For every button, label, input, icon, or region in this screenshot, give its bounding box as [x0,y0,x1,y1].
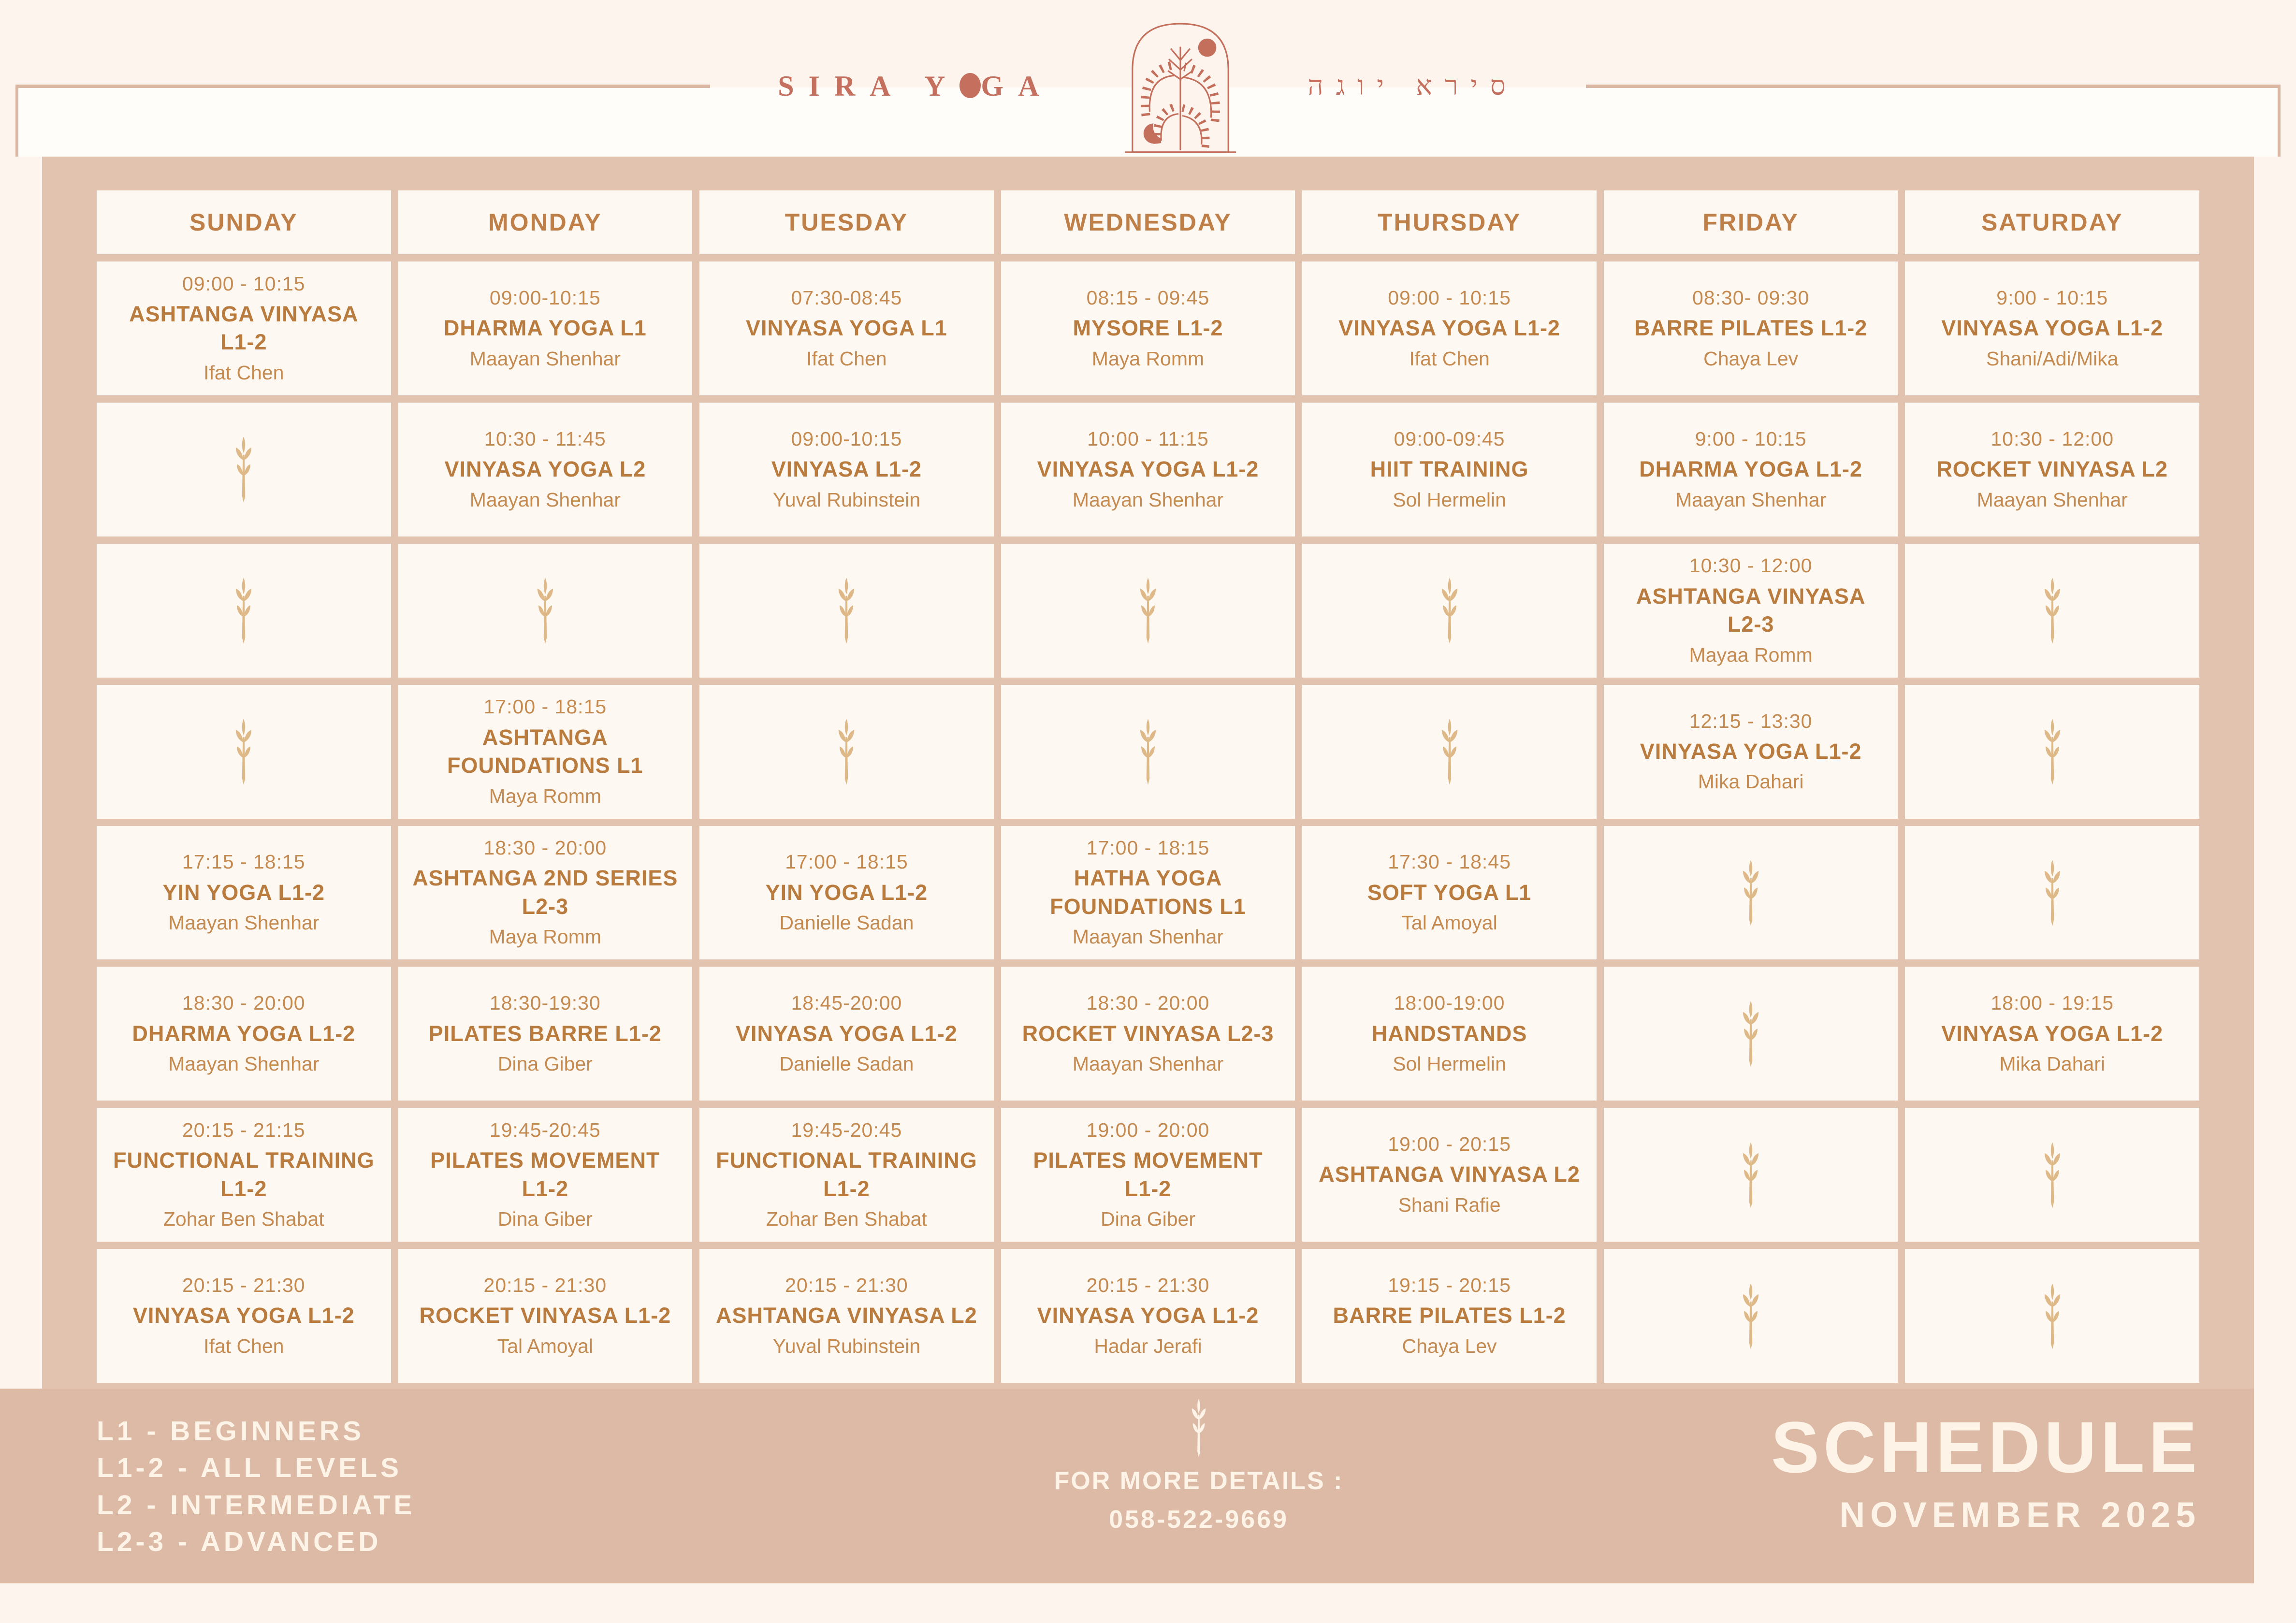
class-teacher: Shani Rafie [1398,1193,1501,1216]
empty-cell [1905,685,2199,819]
empty-cell [1905,1108,2199,1242]
class-teacher: Maayan Shenhar [1976,488,2128,511]
contact-block [957,1397,1440,1534]
class-teacher: Chaya Lev [1703,347,1799,370]
class-time: 20:15 - 21:30 [1086,1274,1210,1297]
empty-cell [1604,1108,1898,1242]
empty-cell [1604,826,1898,960]
class-title: ASHTANGA VINYASA L2-3 [1636,583,1866,637]
class-cell [1001,403,1295,536]
class-time: 20:15 - 21:30 [483,1274,607,1297]
empty-cell [1905,826,2199,960]
sprig-icon [2040,717,2065,786]
class-teacher: Maayan Shenhar [469,488,621,511]
class-teacher: Shani/Adi/Mika [1986,347,2119,370]
legend-line: L1-2 - ALL LEVELS [97,1452,403,1484]
class-teacher: Sol Hermelin [1393,488,1506,511]
class-teacher: Zohar Ben Shabat [163,1208,324,1231]
empty-cell [398,544,693,678]
class-cell [699,1108,994,1242]
class-title: DHARMA YOGA L1-2 [132,1021,356,1046]
class-teacher: Tal Amoyal [1401,912,1497,934]
arch-logo-icon [1121,16,1240,156]
day-header-sunday: SUNDAY [97,190,391,254]
class-cell [1302,403,1597,536]
day-header-tuesday: TUESDAY [699,190,994,254]
empty-cell [1001,544,1295,678]
class-time: 17:00 - 18:15 [785,851,908,873]
class-title: ASHTANGA VINYASA L2 [1319,1162,1580,1187]
brand-name-he: סירא יוגה [1308,71,1518,101]
class-teacher: Maya Romm [489,784,602,807]
class-time: 18:45-20:00 [791,992,902,1014]
class-teacher: Hadar Jerafi [1094,1334,1202,1357]
empty-cell [1001,685,1295,819]
class-cell [1905,403,2199,536]
day-header-thursday: THURSDAY [1302,190,1597,254]
class-cell [1001,967,1295,1101]
class-cell [1302,1108,1597,1242]
sprig-icon [1135,717,1161,786]
class-title: ASHTANGA FOUNDATIONS L1 [447,725,643,778]
class-teacher: Yuval Rubinstein [772,1334,921,1357]
sprig-icon [231,435,256,504]
class-teacher: Maayan Shenhar [168,1053,320,1075]
class-teacher: Dina Giber [497,1208,593,1231]
poster-subtitle: NOVEMBER 2025 [1839,1495,2201,1535]
day-header-friday: FRIDAY [1604,190,1898,254]
class-time: 10:00 - 11:15 [1087,427,1209,450]
empty-cell [1905,544,2199,678]
brand-name-en: SIRA Y GA [778,70,1054,102]
sprig-icon [2040,1282,2065,1350]
empty-cell [1302,685,1597,819]
level-legend [97,1413,415,1561]
class-teacher: Maayan Shenhar [1072,1053,1224,1075]
details-label: FOR MORE DETAILS : [1054,1467,1344,1495]
empty-cell [97,403,391,536]
legend-line: L2-3 - ADVANCED [97,1526,382,1558]
sprig-icon [2040,1141,2065,1209]
class-time: 17:00 - 18:15 [1086,837,1210,859]
class-time: 19:00 - 20:00 [1086,1118,1210,1141]
class-teacher: Sol Hermelin [1393,1053,1506,1075]
class-cell [1302,826,1597,960]
class-time: 09:00 - 10:15 [182,272,305,295]
day-header-saturday: SATURDAY [1905,190,2199,254]
class-cell [1604,544,1898,678]
class-time: 09:00-09:45 [1394,427,1505,450]
class-time: 19:45-20:45 [791,1118,902,1141]
class-time: 08:15 - 09:45 [1086,286,1210,309]
class-title: MYSORE L1-2 [1073,316,1223,341]
class-title: ROCKET VINYASA L1-2 [419,1303,671,1328]
class-cell [1905,261,2199,395]
class-time: 18:00-19:00 [1394,992,1505,1014]
sprig-icon [2040,858,2065,927]
class-time: 17:30 - 18:45 [1388,851,1511,873]
sprig-icon [1437,717,1462,786]
class-teacher: Maayan Shenhar [469,347,621,370]
class-time: 19:45-20:45 [489,1118,601,1141]
class-cell [398,1249,693,1383]
sprig-icon [834,576,859,645]
class-title: HIIT TRAINING [1370,457,1529,482]
empty-cell [699,685,994,819]
brand-o-dot-icon [959,73,981,98]
class-cell [1302,967,1597,1101]
class-cell [699,1249,994,1383]
day-header-wednesday: WEDNESDAY [1001,190,1295,254]
empty-cell [1905,1249,2199,1383]
class-title: ROCKET VINYASA L2 [1936,457,2168,482]
sprig-icon [834,717,859,786]
empty-cell [1604,967,1898,1101]
class-cell [699,261,994,395]
class-cell [1302,1249,1597,1383]
class-title: VINYASA YOGA L1-2 [1941,316,2164,341]
sprig-icon [231,576,256,645]
class-cell [1302,261,1597,395]
class-teacher: Ifat Chen [203,1334,284,1357]
class-time: 09:00-10:15 [489,286,601,309]
class-teacher: Ifat Chen [203,361,284,384]
class-teacher: Mayaa Romm [1689,643,1813,666]
sprig-icon [1738,1282,1763,1350]
class-cell [97,826,391,960]
class-time: 20:15 - 21:30 [785,1274,908,1297]
class-title: PILATES MOVEMENT L1-2 [430,1148,660,1201]
class-teacher: Maayan Shenhar [1072,926,1224,948]
class-teacher: Mika Dahari [1698,770,1804,793]
class-title: VINYASA YOGA L1-2 [736,1021,958,1046]
sprig-icon [1437,576,1462,645]
class-time: 18:30 - 20:00 [483,837,607,859]
legend-line: L1 - BEGINNERS [97,1416,365,1447]
class-teacher: Mika Dahari [1999,1053,2106,1075]
sprig-icon [231,717,256,786]
class-cell [1604,403,1898,536]
class-teacher: Maya Romm [1091,347,1205,370]
class-time: 08:30- 09:30 [1692,286,1810,309]
class-cell [398,826,693,960]
empty-cell [97,685,391,819]
class-cell [1001,1249,1295,1383]
class-time: 10:30 - 12:00 [1689,554,1813,577]
class-cell [398,967,693,1101]
class-title: VINYASA YOGA L1 [746,316,947,341]
class-title: YIN YOGA L1-2 [765,880,928,905]
poster-title-block [1771,1406,2201,1535]
class-teacher: Ifat Chen [806,347,887,370]
class-title: PILATES MOVEMENT L1-2 [1033,1148,1263,1201]
schedule-grid [97,190,2199,1383]
class-cell [398,685,693,819]
sprig-icon [1738,1141,1763,1209]
class-time: 10:30 - 12:00 [1991,427,2114,450]
class-time: 09:00 - 10:15 [1388,286,1511,309]
class-time: 09:00-10:15 [791,427,902,450]
class-teacher: Danielle Sadan [779,1053,914,1075]
empty-cell [1604,1249,1898,1383]
class-cell [97,1108,391,1242]
class-title: YIN YOGA L1-2 [162,880,325,905]
class-title: VINYASA YOGA L1-2 [1640,739,1862,764]
class-title: ASHTANGA 2ND SERIES L2-3 [412,866,678,919]
class-cell [1604,261,1898,395]
class-time: 18:30-19:30 [489,992,601,1014]
sprig-icon [2040,576,2065,645]
day-header-monday: MONDAY [398,190,693,254]
poster-title: SCHEDULE [1771,1406,2201,1488]
class-time: 18:30 - 20:00 [182,992,305,1014]
class-teacher: Maayan Shenhar [1072,488,1224,511]
class-title: VINYASA YOGA L1-2 [1037,457,1259,482]
class-cell [398,403,693,536]
class-title: VINYASA YOGA L2 [444,457,646,482]
class-teacher: Yuval Rubinstein [772,488,921,511]
class-time: 17:00 - 18:15 [483,696,607,718]
class-title: DHARMA YOGA L1-2 [1639,457,1863,482]
class-teacher: Maya Romm [489,926,602,948]
class-cell [699,826,994,960]
class-title: ASHTANGA VINYASA L1-2 [129,301,359,355]
class-cell [699,403,994,536]
sprig-icon [1738,1000,1763,1068]
sprig-icon [1188,1397,1210,1458]
empty-cell [699,544,994,678]
class-title: HATHA YOGA FOUNDATIONS L1 [1050,866,1246,919]
sprig-icon [1738,858,1763,927]
class-time: 19:15 - 20:15 [1388,1274,1511,1297]
class-time: 07:30-08:45 [791,286,902,309]
class-title: SOFT YOGA L1 [1367,880,1532,905]
legend-line: L2 - INTERMEDIATE [97,1489,416,1521]
class-teacher: Ifat Chen [1409,347,1490,370]
class-teacher: Danielle Sadan [779,912,914,934]
class-teacher: Maayan Shenhar [168,912,320,934]
class-title: PILATES BARRE L1-2 [428,1021,662,1046]
phone-number: 058-522-9669 [1109,1506,1289,1534]
class-cell [1001,1108,1295,1242]
class-teacher: Tal Amoyal [497,1334,593,1357]
sprig-icon [533,576,558,645]
class-teacher: Maayan Shenhar [1675,488,1827,511]
schedule-grid-band [42,157,2254,1389]
class-title: VINYASA YOGA L1-2 [132,1303,355,1328]
footer-band [0,1389,2254,1583]
class-title: BARRE PILATES L1-2 [1333,1303,1566,1328]
sprig-icon [1135,576,1161,645]
class-teacher: Dina Giber [497,1053,593,1075]
header [15,0,2281,172]
class-teacher: Chaya Lev [1402,1334,1497,1357]
class-title: VINYASA YOGA L1-2 [1037,1303,1259,1328]
class-cell [398,1108,693,1242]
class-title: ASHTANGA VINYASA L2 [716,1303,977,1328]
class-cell [1604,685,1898,819]
class-title: FUNCTIONAL TRAINING L1-2 [716,1148,977,1201]
class-time: 20:15 - 21:30 [182,1274,305,1297]
class-time: 9:00 - 10:15 [1695,427,1807,450]
class-time: 19:00 - 20:15 [1388,1133,1511,1156]
class-cell [97,261,391,395]
class-time: 9:00 - 10:15 [1996,286,2108,309]
class-title: BARRE PILATES L1-2 [1634,316,1868,341]
empty-cell [97,544,391,678]
class-teacher: Dina Giber [1101,1208,1195,1231]
class-time: 20:15 - 21:15 [182,1118,305,1141]
class-title: FUNCTIONAL TRAINING L1-2 [113,1148,375,1201]
class-title: ROCKET VINYASA L2-3 [1022,1021,1274,1046]
class-time: 12:15 - 13:30 [1689,710,1813,732]
class-time: 10:30 - 11:45 [484,427,606,450]
class-cell [97,1249,391,1383]
class-cell [1905,967,2199,1101]
class-title: VINYASA YOGA L1-2 [1941,1021,2164,1046]
class-title: VINYASA YOGA L1-2 [1338,316,1560,341]
empty-cell [1302,544,1597,678]
header-rule-left [15,85,710,88]
class-title: HANDSTANDS [1371,1021,1527,1046]
class-time: 18:00 - 19:15 [1991,992,2114,1014]
class-time: 18:30 - 20:00 [1086,992,1210,1014]
class-title: VINYASA L1-2 [771,457,922,482]
class-cell [1001,261,1295,395]
class-teacher: Zohar Ben Shabat [766,1208,927,1231]
class-cell [699,967,994,1101]
class-cell [398,261,693,395]
header-rule-right [1586,85,2281,88]
class-title: DHARMA YOGA L1 [443,316,647,341]
class-time: 17:15 - 18:15 [182,851,305,873]
class-cell [97,967,391,1101]
class-cell [1001,826,1295,960]
